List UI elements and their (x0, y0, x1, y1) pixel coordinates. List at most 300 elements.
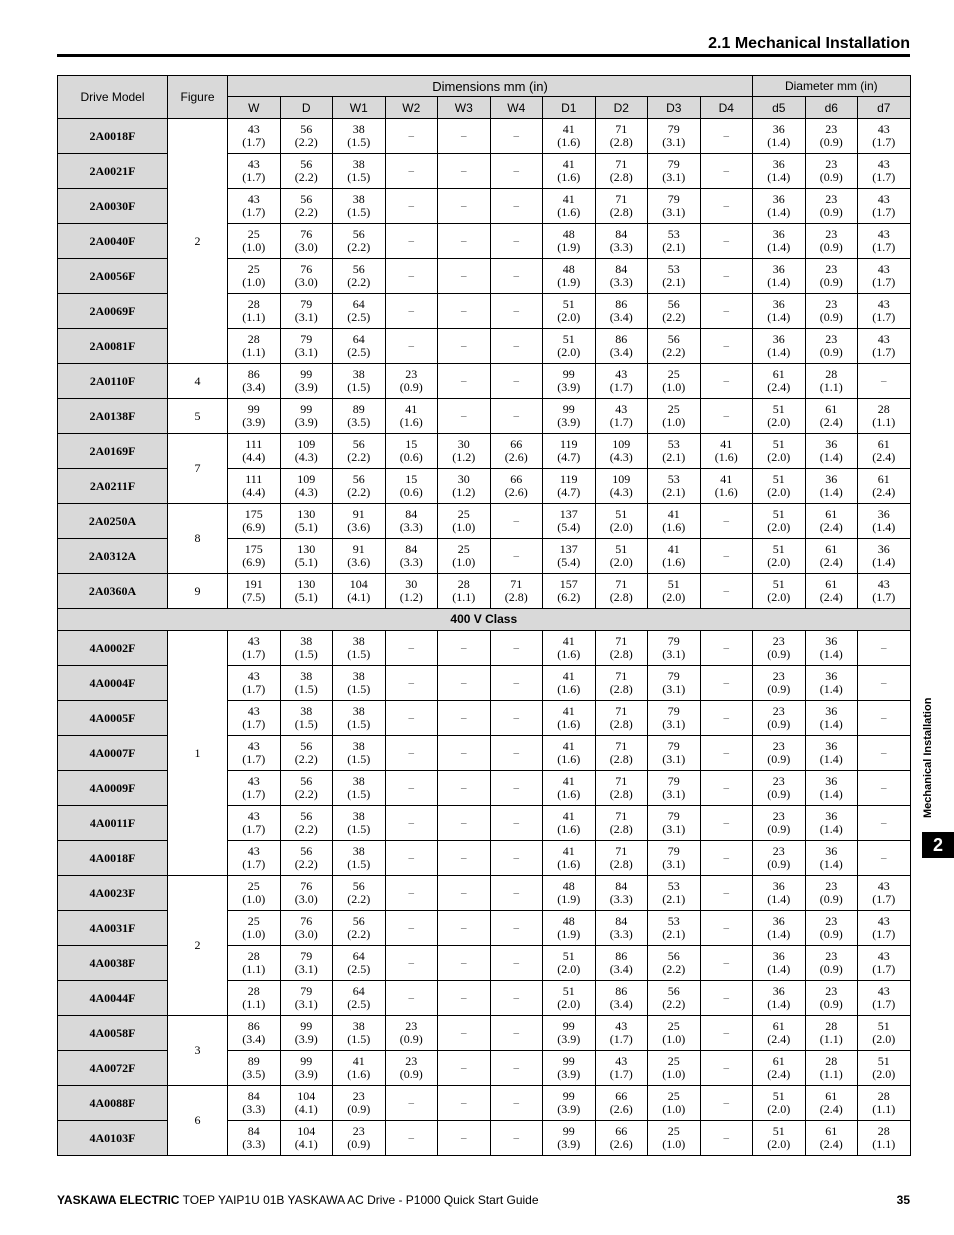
drive-model-cell: 2A0040F (58, 224, 168, 259)
value-mm: 38 (352, 122, 365, 136)
value-mm: 71 (615, 577, 628, 591)
dimension-cell (228, 981, 281, 1016)
value-mm: 23 (772, 704, 785, 718)
dimension-cell (228, 364, 281, 399)
value-in: (0.9) (819, 310, 843, 324)
value-mm: 43 (615, 367, 628, 381)
value-mm: 41 (405, 402, 418, 416)
drive-model-cell: 2A0312A (58, 539, 168, 574)
dimension-cell (543, 259, 596, 294)
value-in: (2.4) (819, 415, 843, 429)
value-in: (0.9) (767, 752, 791, 766)
dimension-cell (595, 364, 648, 399)
figure-cell: 2 (168, 876, 228, 1016)
dimension-cell (805, 329, 858, 364)
value-in: (2.8) (609, 682, 633, 696)
value-mm: 23 (772, 844, 785, 858)
value-in: (1.9) (557, 240, 581, 254)
value-in: (2.2) (347, 485, 371, 499)
value-mm: 36 (772, 879, 785, 893)
value-in: (1.7) (609, 380, 633, 394)
dimension-cell (805, 1016, 858, 1051)
value-mm: 15 (405, 472, 418, 486)
value-mm: 23 (772, 669, 785, 683)
value-mm: 23 (772, 809, 785, 823)
dimension-cell (333, 329, 386, 364)
dimension-cell (333, 771, 386, 806)
value-mm: 56 (300, 122, 313, 136)
empty-cell: – (438, 631, 491, 666)
value-in: (0.9) (819, 962, 843, 976)
value-in: (3.6) (347, 555, 371, 569)
drive-model-cell: 4A0044F (58, 981, 168, 1016)
value-mm: 43 (877, 297, 890, 311)
empty-cell: – (385, 1086, 438, 1121)
value-mm: 71 (615, 669, 628, 683)
dimension-cell (753, 631, 806, 666)
value-mm: 76 (300, 227, 313, 241)
value-in: (0.9) (767, 717, 791, 731)
dimension-cell (280, 1121, 333, 1156)
value-mm: 41 (562, 739, 575, 753)
value-mm: 30 (457, 437, 470, 451)
table-row (58, 119, 911, 154)
value-mm: 56 (300, 739, 313, 753)
dimension-cell (858, 1121, 911, 1156)
value-mm: 66 (615, 1124, 628, 1138)
value-in: (3.9) (557, 1102, 581, 1116)
value-in: (1.6) (557, 752, 581, 766)
value-mm: 61 (877, 472, 890, 486)
value-in: (3.1) (294, 345, 318, 359)
value-in: (4.3) (609, 485, 633, 499)
value-mm: 56 (300, 844, 313, 858)
table-row (58, 1086, 911, 1121)
value-in: (3.1) (662, 822, 686, 836)
empty-cell: – (438, 771, 491, 806)
value-mm: 56 (352, 262, 365, 276)
value-in: (1.5) (294, 717, 318, 731)
dimension-cell (753, 736, 806, 771)
value-in: (2.2) (347, 275, 371, 289)
value-in: (1.4) (767, 892, 791, 906)
dimension-cell (543, 911, 596, 946)
dimension-cell (595, 224, 648, 259)
empty-cell: – (438, 224, 491, 259)
empty-cell: – (700, 189, 753, 224)
value-in: (3.3) (242, 1102, 266, 1116)
value-mm: 71 (615, 844, 628, 858)
dimension-cell (333, 1086, 386, 1121)
value-in: (1.4) (819, 752, 843, 766)
value-mm: 25 (247, 914, 260, 928)
value-mm: 84 (405, 542, 418, 556)
value-mm: 41 (562, 704, 575, 718)
dimension-cell (385, 434, 438, 469)
dimension-cell (753, 224, 806, 259)
value-in: (1.6) (347, 1067, 371, 1081)
dimension-cell (438, 539, 491, 574)
value-in: (4.4) (242, 485, 266, 499)
dimension-cell (333, 911, 386, 946)
dimension-cell (385, 399, 438, 434)
drive-model-cell: 4A0018F (58, 841, 168, 876)
value-in: (4.4) (242, 450, 266, 464)
value-mm: 64 (352, 297, 365, 311)
empty-cell: – (385, 189, 438, 224)
value-in: (3.9) (294, 1032, 318, 1046)
value-mm: 48 (562, 262, 575, 276)
value-in: (1.9) (557, 275, 581, 289)
value-mm: 66 (510, 472, 523, 486)
column-header: W (228, 97, 281, 119)
dimension-cell (228, 736, 281, 771)
value-in: (6.9) (242, 520, 266, 534)
value-mm: 86 (247, 1019, 260, 1033)
value-in: (1.4) (767, 240, 791, 254)
dimension-cell (595, 154, 648, 189)
value-in: (1.6) (557, 135, 581, 149)
dimension-cell (858, 1016, 911, 1051)
value-in: (0.9) (399, 380, 423, 394)
dimension-cell (648, 631, 701, 666)
dimension-cell (543, 1086, 596, 1121)
value-in: (1.7) (242, 857, 266, 871)
dimensions-header: Dimensions mm (in) (228, 76, 753, 97)
drive-model-cell: 4A0007F (58, 736, 168, 771)
value-mm: 38 (352, 157, 365, 171)
value-in: (2.2) (294, 135, 318, 149)
value-mm: 43 (877, 879, 890, 893)
drive-model-cell: 4A0072F (58, 1051, 168, 1086)
dimension-cell (543, 504, 596, 539)
value-in: (1.0) (242, 240, 266, 254)
dimension-cell (228, 189, 281, 224)
empty-cell: – (490, 701, 543, 736)
empty-cell: – (385, 841, 438, 876)
value-in: (2.1) (662, 450, 686, 464)
value-in: (2.2) (294, 205, 318, 219)
empty-cell: – (858, 806, 911, 841)
value-mm: 43 (877, 984, 890, 998)
dimension-cell (228, 911, 281, 946)
dimension-cell (805, 946, 858, 981)
dimension-cell (595, 329, 648, 364)
value-in: (3.9) (294, 1067, 318, 1081)
dimension-cell (280, 119, 333, 154)
value-mm: 51 (772, 577, 785, 591)
empty-cell: – (490, 1051, 543, 1086)
value-in: (3.5) (242, 1067, 266, 1081)
figure-cell: 5 (168, 399, 228, 434)
table-row (58, 876, 911, 911)
figure-cell: 8 (168, 504, 228, 574)
dimension-cell (385, 1016, 438, 1051)
dimension-cell (858, 876, 911, 911)
value-mm: 71 (615, 634, 628, 648)
value-in: (0.9) (347, 1102, 371, 1116)
value-mm: 91 (352, 507, 365, 521)
drive-model-cell: 2A0021F (58, 154, 168, 189)
dimension-cell (858, 1051, 911, 1086)
dimension-cell (805, 399, 858, 434)
value-mm: 51 (615, 542, 628, 556)
empty-cell: – (700, 666, 753, 701)
drive-model-cell: 4A0005F (58, 701, 168, 736)
empty-cell: – (700, 224, 753, 259)
value-in: (1.4) (819, 450, 843, 464)
value-in: (3.4) (609, 962, 633, 976)
value-in: (1.7) (242, 717, 266, 731)
value-in: (1.7) (242, 170, 266, 184)
empty-cell: – (700, 504, 753, 539)
dimension-cell (333, 946, 386, 981)
dimension-cell (805, 841, 858, 876)
value-in: (2.4) (819, 1137, 843, 1151)
value-mm: 41 (720, 437, 733, 451)
value-mm: 104 (349, 577, 368, 591)
value-in: (1.6) (557, 647, 581, 661)
dimension-cell (595, 189, 648, 224)
empty-cell: – (438, 876, 491, 911)
dimension-cell (280, 771, 333, 806)
dimension-cell (280, 806, 333, 841)
table-row (58, 364, 911, 399)
dimension-cell (805, 364, 858, 399)
dimension-cell (280, 1086, 333, 1121)
value-in: (5.1) (294, 590, 318, 604)
drive-model-cell: 2A0081F (58, 329, 168, 364)
value-mm: 48 (562, 879, 575, 893)
value-mm: 53 (667, 437, 680, 451)
dimension-cell (543, 399, 596, 434)
value-in: (1.6) (557, 857, 581, 871)
value-mm: 137 (559, 507, 578, 521)
empty-cell: – (858, 701, 911, 736)
dimension-cell (333, 1121, 386, 1156)
value-mm: 61 (825, 1089, 838, 1103)
footer-doc-title: TOEP YAIP1U 01B YASKAWA AC Drive - P1000 Quick Start Guide (182, 1193, 539, 1207)
value-in: (1.6) (714, 450, 738, 464)
value-in: (3.9) (557, 1137, 581, 1151)
dimension-cell (648, 154, 701, 189)
value-in: (0.9) (819, 240, 843, 254)
page-number: 35 (896, 1193, 910, 1207)
value-in: (1.7) (242, 752, 266, 766)
dimension-cell (543, 806, 596, 841)
value-in: (3.0) (294, 892, 318, 906)
value-in: (2.0) (767, 590, 791, 604)
value-in: (2.8) (609, 590, 633, 604)
dimension-cell (858, 574, 911, 609)
value-in: (1.2) (452, 485, 476, 499)
value-in: (1.7) (609, 1067, 633, 1081)
value-mm: 191 (244, 577, 263, 591)
value-mm: 15 (405, 437, 418, 451)
dimension-cell (280, 736, 333, 771)
dimension-cell (753, 806, 806, 841)
dimension-cell (228, 806, 281, 841)
dimension-cell (648, 469, 701, 504)
value-in: (1.7) (242, 135, 266, 149)
column-header: W1 (333, 97, 386, 119)
dimension-cell (805, 504, 858, 539)
empty-cell: – (700, 539, 753, 574)
value-mm: 61 (825, 402, 838, 416)
value-in: (1.1) (452, 590, 476, 604)
dimension-cell (228, 294, 281, 329)
value-in: (0.9) (819, 997, 843, 1011)
value-in: (2.2) (662, 997, 686, 1011)
value-mm: 84 (405, 507, 418, 521)
dimension-cell (753, 329, 806, 364)
value-in: (1.1) (872, 415, 896, 429)
drive-model-cell: 4A0031F (58, 911, 168, 946)
value-mm: 43 (877, 157, 890, 171)
dimension-cell (805, 1051, 858, 1086)
value-in: (0.6) (399, 450, 423, 464)
empty-cell: – (490, 399, 543, 434)
value-in: (0.9) (347, 1137, 371, 1151)
value-mm: 38 (352, 739, 365, 753)
value-mm: 25 (247, 879, 260, 893)
value-in: (1.7) (872, 240, 896, 254)
value-mm: 99 (300, 402, 313, 416)
value-in: (1.4) (819, 857, 843, 871)
value-in: (1.5) (347, 1032, 371, 1046)
value-in: (2.0) (557, 997, 581, 1011)
empty-cell: – (438, 946, 491, 981)
dimension-cell (280, 539, 333, 574)
figure-cell: 7 (168, 434, 228, 504)
diameter-header: Diameter mm (in) (753, 76, 911, 97)
value-in: (1.1) (819, 1032, 843, 1046)
dimension-cell (280, 911, 333, 946)
value-in: (3.6) (347, 520, 371, 534)
dimension-cell (228, 259, 281, 294)
value-in: (3.1) (294, 997, 318, 1011)
value-in: (1.5) (294, 682, 318, 696)
value-mm: 79 (667, 122, 680, 136)
value-in: (2.5) (347, 997, 371, 1011)
value-in: (3.3) (399, 520, 423, 534)
value-in: (1.5) (294, 647, 318, 661)
value-in: (3.9) (557, 1032, 581, 1046)
empty-cell: – (385, 224, 438, 259)
value-mm: 43 (615, 1054, 628, 1068)
dimension-cell (805, 736, 858, 771)
dimension-cell (753, 946, 806, 981)
empty-cell: – (385, 771, 438, 806)
dimension-cell (595, 841, 648, 876)
header-title: 2.1 Mechanical Installation (708, 35, 910, 52)
dimension-cell (280, 981, 333, 1016)
empty-cell: – (490, 946, 543, 981)
empty-cell: – (385, 259, 438, 294)
dimension-cell (805, 1121, 858, 1156)
value-mm: 64 (352, 332, 365, 346)
empty-cell: – (490, 224, 543, 259)
value-mm: 71 (615, 122, 628, 136)
value-mm: 175 (244, 507, 263, 521)
value-mm: 56 (667, 949, 680, 963)
value-mm: 28 (247, 984, 260, 998)
value-mm: 76 (300, 879, 313, 893)
value-in: (0.9) (767, 787, 791, 801)
column-header: D1 (543, 97, 596, 119)
dimension-cell (280, 469, 333, 504)
value-mm: 41 (562, 774, 575, 788)
dimension-cell (753, 876, 806, 911)
value-in: (1.6) (557, 682, 581, 696)
empty-cell: – (438, 1051, 491, 1086)
dimension-cell (228, 574, 281, 609)
column-header: W3 (438, 97, 491, 119)
value-in: (2.2) (294, 822, 318, 836)
value-mm: 43 (877, 227, 890, 241)
value-in: (1.7) (872, 892, 896, 906)
value-mm: 23 (825, 914, 838, 928)
empty-cell: – (700, 981, 753, 1016)
value-in: (1.6) (714, 485, 738, 499)
value-mm: 84 (615, 227, 628, 241)
voltage-class-label: 400 V Class (58, 609, 911, 631)
value-in: (3.3) (242, 1137, 266, 1151)
dimension-cell (280, 224, 333, 259)
figure-cell: 3 (168, 1016, 228, 1086)
dimension-cell (280, 329, 333, 364)
dimension-cell (333, 189, 386, 224)
value-mm: 36 (772, 227, 785, 241)
drive-model-cell: 4A0009F (58, 771, 168, 806)
dimension-cell (858, 911, 911, 946)
empty-cell: – (490, 1016, 543, 1051)
empty-cell: – (490, 981, 543, 1016)
chapter-tab: 2 (922, 832, 954, 858)
value-mm: 36 (825, 634, 838, 648)
value-mm: 23 (825, 227, 838, 241)
value-in: (2.5) (347, 962, 371, 976)
dimension-cell (280, 631, 333, 666)
value-in: (2.0) (767, 520, 791, 534)
value-in: (1.6) (557, 787, 581, 801)
dimension-cell (438, 504, 491, 539)
value-in: (2.0) (609, 520, 633, 534)
empty-cell: – (700, 631, 753, 666)
dimension-cell (333, 119, 386, 154)
value-mm: 43 (877, 949, 890, 963)
value-in: (1.4) (767, 927, 791, 941)
value-in: (3.9) (294, 380, 318, 394)
value-in: (2.4) (767, 1032, 791, 1046)
value-mm: 51 (772, 1089, 785, 1103)
value-mm: 38 (352, 367, 365, 381)
dimension-cell (333, 736, 386, 771)
value-mm: 71 (615, 192, 628, 206)
value-mm: 84 (615, 914, 628, 928)
dimension-cell (385, 469, 438, 504)
value-mm: 61 (825, 542, 838, 556)
empty-cell: – (490, 189, 543, 224)
value-in: (4.3) (294, 485, 318, 499)
dimension-cell (753, 981, 806, 1016)
empty-cell: – (700, 399, 753, 434)
value-mm: 36 (825, 437, 838, 451)
footer-brand: YASKAWA ELECTRIC (57, 1193, 180, 1207)
value-in: (2.0) (609, 555, 633, 569)
value-mm: 99 (247, 402, 260, 416)
value-in: (4.3) (609, 450, 633, 464)
